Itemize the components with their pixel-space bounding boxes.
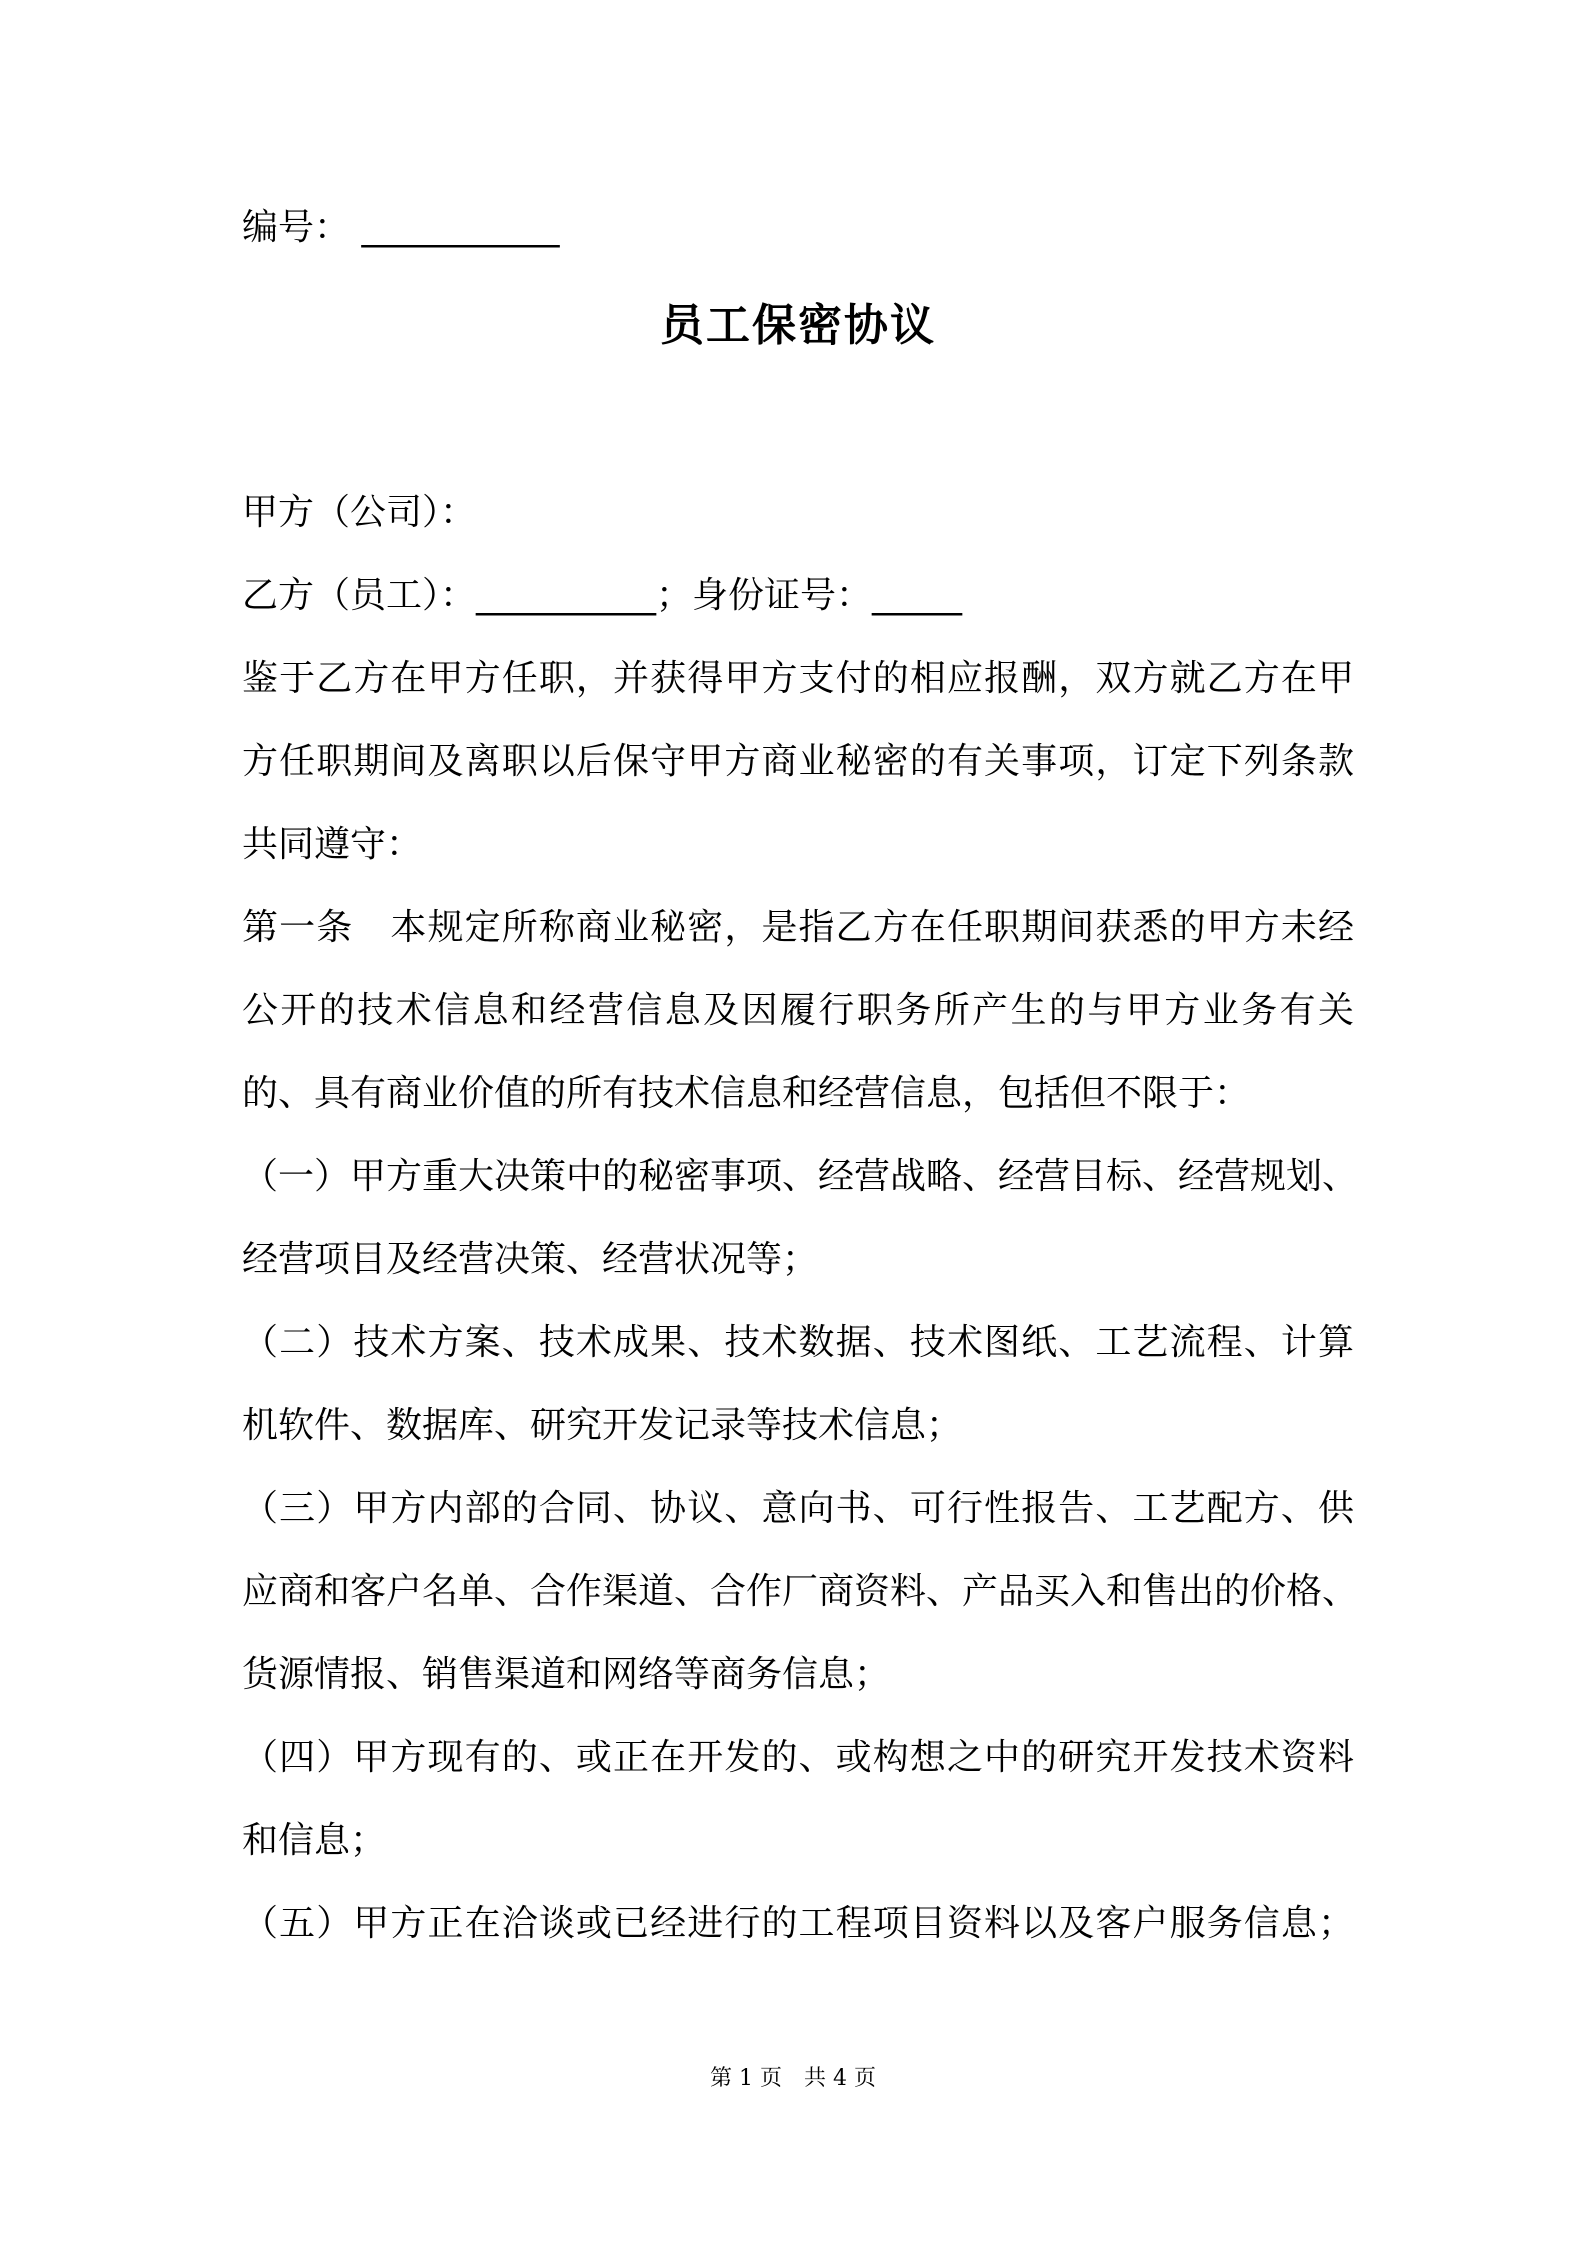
body-line: （五）甲方正在洽谈或已经进行的工程项目资料以及客户服务信息；: [242, 1903, 1354, 1944]
body-line: （二）技术方案、技术成果、技术数据、技术图纸、工艺流程、计算: [242, 1322, 1354, 1363]
serial-number-line: [242, 195, 1354, 261]
body-line: 共同遵守：: [242, 824, 423, 865]
body-line: 甲方（公司）：: [242, 492, 477, 533]
body-line: 和信息；: [242, 1820, 387, 1861]
body-line: 货源情报、销售渠道和网络等商务信息；: [242, 1654, 891, 1695]
serial-number-label: 编号：: [242, 207, 351, 248]
body-line: 的、具有商业价值的所有技术信息和经营信息，包括但不限于：: [242, 1073, 1251, 1114]
body-line: 第一条 本规定所称商业秘密，是指乙方在任职期间获悉的甲方未经: [242, 907, 1354, 948]
document-title: 员工保密协议: [660, 300, 936, 351]
body-line: （一）甲方重大决策中的秘密事项、经营战略、经营目标、经营规划、: [242, 1156, 1359, 1197]
title-spacer: [242, 361, 1354, 471]
body-line: 鉴于乙方在甲方任职，并获得甲方支付的相应报酬，双方就乙方在甲: [242, 658, 1354, 699]
document-content: [242, 195, 1359, 1965]
body-line: （三）甲方内部的合同、协议、意向书、可行性报告、工艺配方、供: [242, 1488, 1354, 1529]
body-line: 机软件、数据库、研究开发记录等技术信息；: [242, 1405, 963, 1446]
document-body: [242, 471, 1359, 1965]
body-line: 经营项目及经营决策、经营状况等；: [242, 1239, 819, 1280]
serial-number-blank: ___________: [361, 207, 560, 248]
body-line: 公开的技术信息和经营信息及因履行职务所产生的与甲方业务有关: [242, 990, 1354, 1031]
page-indicator: 第 1 页 共 4 页: [710, 2066, 876, 2091]
body-line: 方任职期间及离职以后保守甲方商业秘密的有关事项，订定下列条款: [242, 741, 1354, 782]
body-line: 应商和客户名单、合作渠道、合作厂商资料、产品买入和售出的价格、: [242, 1571, 1359, 1612]
body-line: 乙方（员工）：__________；身份证号：_____: [242, 575, 963, 616]
body-line: （四）甲方现有的、或正在开发的、或构想之中的研究开发技术资料: [242, 1737, 1354, 1778]
